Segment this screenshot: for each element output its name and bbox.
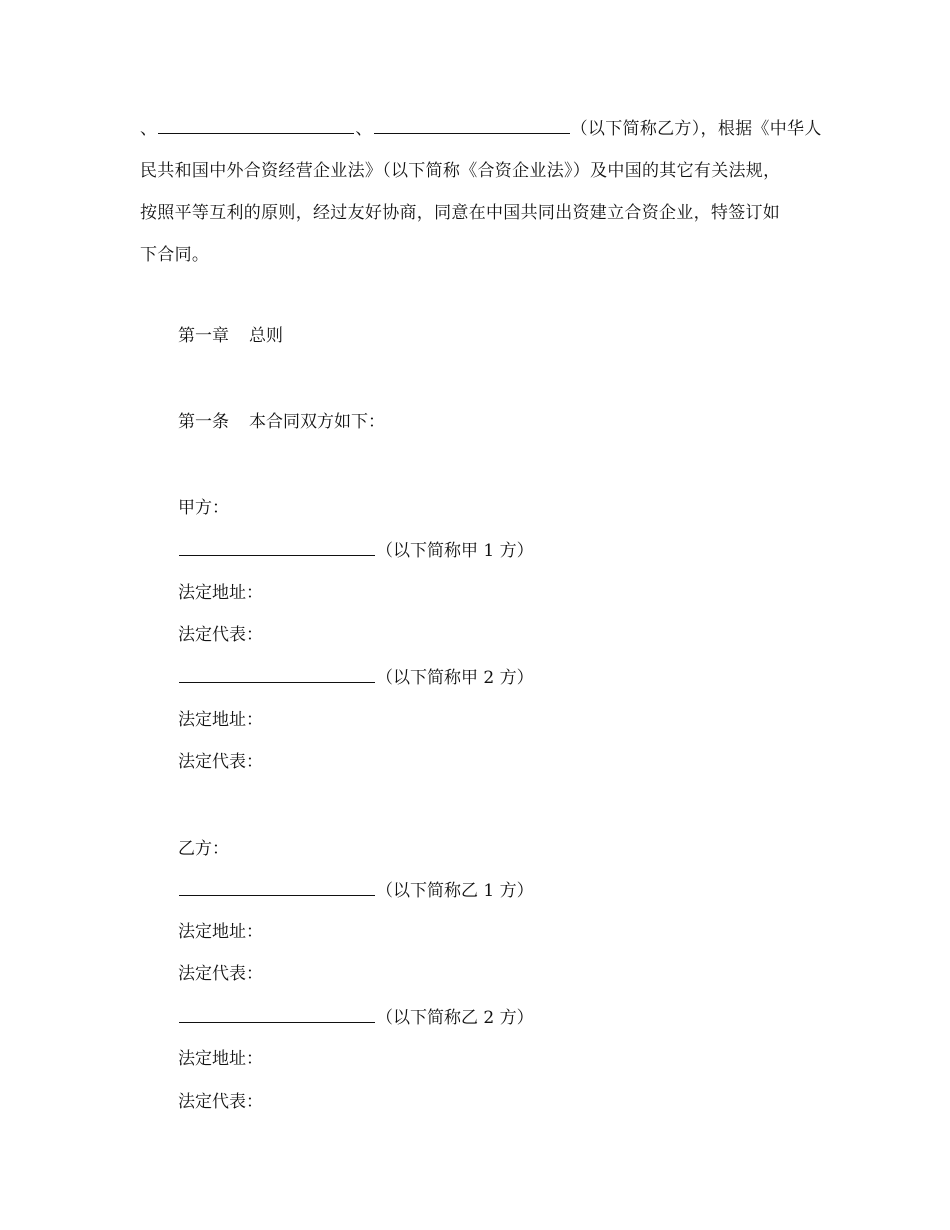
intro-line-1 <box>140 108 822 150</box>
intro-paragraph <box>140 108 822 276</box>
party-b1-address-label: 法定地址： <box>178 922 263 942</box>
article-number: 第一条 <box>178 412 229 432</box>
chapter-number: 第一章 <box>178 326 229 346</box>
blank-line <box>179 879 375 896</box>
blank-line <box>158 117 354 134</box>
party-b1-name-row <box>178 879 534 902</box>
article-heading <box>178 411 385 433</box>
party-b1-abbrev: （以下简称乙 1 方） <box>376 881 534 901</box>
chapter-heading <box>178 325 283 347</box>
party-a2-rep-label: 法定代表： <box>178 752 263 772</box>
party-a1-rep-label: 法定代表： <box>178 625 263 645</box>
party-b2-rep-label: 法定代表： <box>178 1092 263 1112</box>
party-a1-name-row <box>178 539 534 562</box>
party-a2-address-label: 法定地址： <box>178 710 263 730</box>
party-a2-name-row <box>178 666 534 689</box>
party-b2-name-row <box>178 1006 534 1029</box>
party-b2-address-label: 法定地址： <box>178 1049 263 1069</box>
blank-line <box>179 666 375 683</box>
party-a-label: 甲方： <box>178 498 229 518</box>
party-b-label: 乙方： <box>178 839 229 859</box>
party-b2-abbrev: （以下简称乙 2 方） <box>376 1008 534 1028</box>
party-a2-abbrev: （以下简称甲 2 方） <box>376 668 534 688</box>
intro-line-1-tail: （以下简称乙方），根据《中华人 <box>570 119 822 139</box>
intro-line-3: 按照平等互利的原则，经过友好协商，同意在中国共同出资建立合资企业，特签订如 <box>140 203 781 223</box>
intro-line-4: 下合同。 <box>140 245 210 265</box>
chapter-title: 总则 <box>249 326 283 346</box>
separator: 、 <box>355 119 373 139</box>
party-b1-rep-label: 法定代表： <box>178 964 263 984</box>
blank-line <box>179 1006 375 1023</box>
article-text: 本合同双方如下： <box>249 412 385 432</box>
party-a1-address-label: 法定地址： <box>178 583 263 603</box>
blank-line <box>179 539 375 556</box>
party-a1-abbrev: （以下简称甲 1 方） <box>376 541 534 561</box>
blank-line <box>374 117 570 134</box>
separator: 、 <box>140 119 158 139</box>
intro-line-2: 民共和国中外合资经营企业法》（以下简称《合资企业法》）及中国的其它有关法规， <box>140 161 781 181</box>
